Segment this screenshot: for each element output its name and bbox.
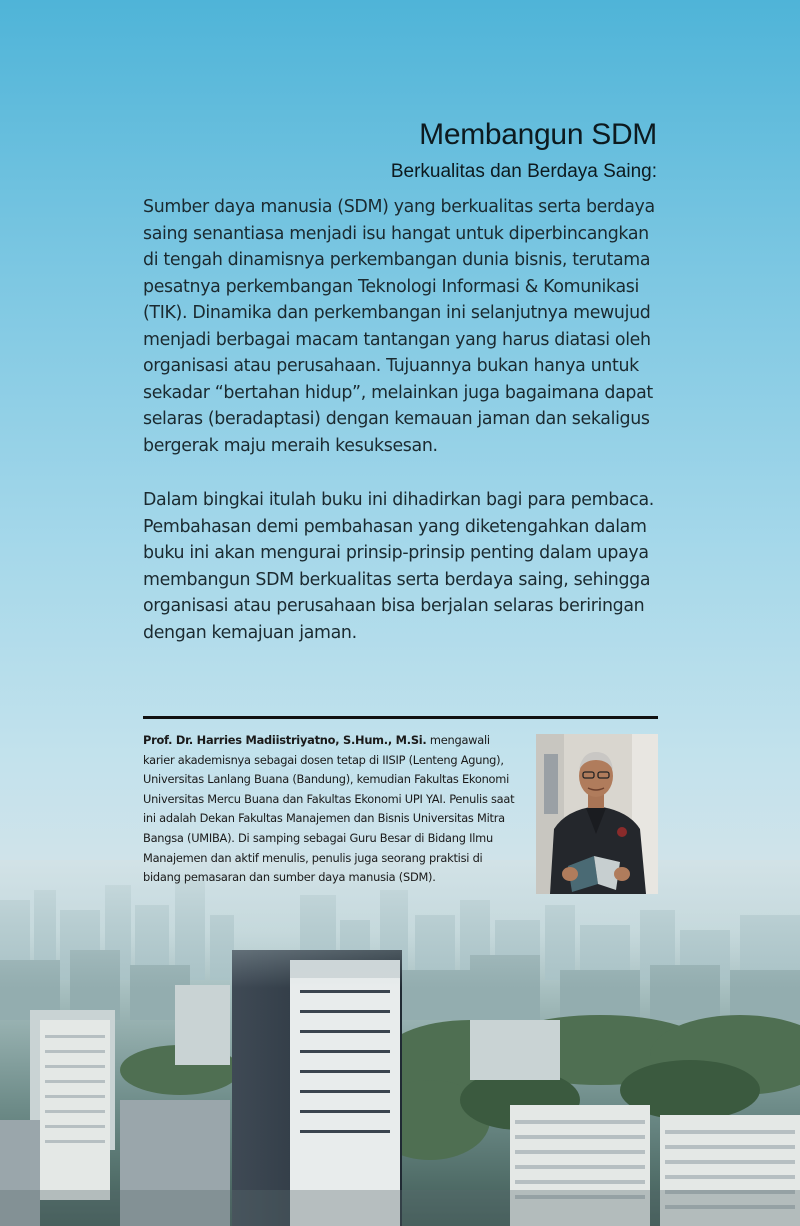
author-photo	[536, 734, 658, 894]
author-bio-text: mengawali karier akademisnya sebagai dosen tetap di IISIP (Lenteng Agung), Universitas Lanlang Buana (Bandung), kemudian Fakultas Ekonomi Universitas Mercu Buana dan Fakultas Ekonomi UPI YAI. Penulis saat ini adalah Dekan Fakultas Manajemen dan Bisnis Universitas Mitra Bangsa (UMIBA). Di samping sebagai Guru Besar di Bidang Ilmu Manajemen dan aktif menulis, penulis juga seorang praktisi di bidang pemasaran dan sumber daya manusia (SDM).	[143, 733, 515, 885]
synopsis	[143, 194, 661, 646]
city-skyline-photo	[0, 860, 800, 1226]
author-portrait-image	[536, 734, 658, 894]
section-divider	[143, 716, 658, 719]
synopsis-paragraph-1: Sumber daya manusia (SDM) yang berkualitas serta berdaya saing senantiasa menjadi isu hangat untuk diperbincangkan di tengah dinamisnya perkembangan dunia bisnis, terutama pesatnya perkembangan Teknologi Informasi & Komunikasi (TIK). Dinamika dan perkembangan ini selanjutnya mewujud menjadi berbagai macam tantangan yang harus diatasi oleh organisasi atau perusahaan. Tujuannya bukan hanya untuk sekadar “bertahan hidup”, melainkan juga bagaimana dapat selaras (beradaptasi) dengan kemauan jaman dan sekaligus bergerak maju meraih kesuksesan.	[143, 197, 655, 456]
cover-title: Membangun SDM	[419, 118, 657, 151]
synopsis-paragraph-2: Dalam bingkai itulah buku ini dihadirkan bagi para pembaca. Pembahasan demi pembahasan yang diketengahkan dalam buku ini akan mengurai prinsip-prinsip penting dalam upaya membangun SDM berkualitas serta berdaya saing, sehingga organisasi atau perusahaan bisa berjalan selaras beriringan dengan kemajuan jaman.	[143, 490, 654, 643]
author-bio	[143, 731, 518, 888]
cover-subtitle: Berkualitas dan Berdaya Saing:	[390, 161, 657, 182]
author-name: Prof. Dr. Harries Madiistriyatno, S.Hum., M.Si.	[143, 733, 427, 747]
